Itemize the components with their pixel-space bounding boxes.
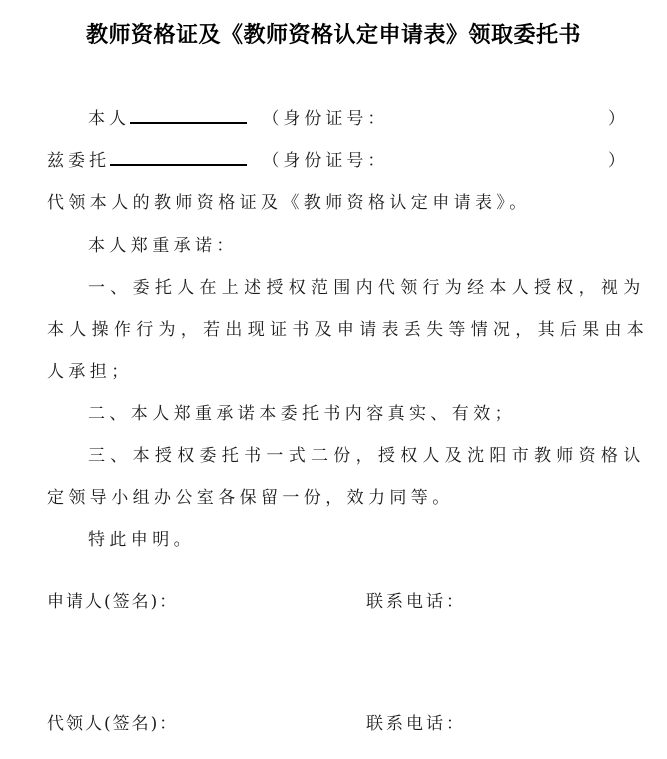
pledge-2-line-1: 二、本人郑重承诺本委托书内容真实、有效； — [88, 404, 516, 424]
pledge-3-line-2: 定领导小组办公室各保留一份，效力同等。 — [47, 488, 454, 508]
pledge-heading: 本人郑重承诺： — [88, 236, 238, 256]
agent-phone-field[interactable] — [462, 709, 632, 731]
principal-id-label: （身份证号： — [262, 109, 389, 129]
applicant-phone-label: 联系电话： — [366, 592, 466, 612]
agent-id-label: （身份证号： — [262, 151, 389, 171]
pledge-1-line-3: 人承担； — [47, 362, 133, 382]
agent-signature-field[interactable] — [185, 709, 345, 731]
principal-name-field[interactable] — [130, 106, 247, 124]
agent-signature-label: 代领人(签名)： — [47, 714, 179, 734]
closing-statement: 特此申明。 — [88, 530, 195, 550]
agent-phone-label: 联系电话： — [366, 714, 466, 734]
pledge-1-line-1: 一、委托人在上述授权范围内代领行为经本人授权，视为 — [88, 278, 646, 298]
principal-line — [88, 104, 388, 129]
principal-id-close: ） — [608, 109, 625, 129]
pledge-1-line-2: 本人操作行为，若出现证书及申请表丢失等情况，其后果由本 — [47, 320, 650, 340]
pledge-3-line-1: 三、本授权委托书一式二份，授权人及沈阳市教师资格认 — [88, 446, 646, 466]
applicant-phone-field[interactable] — [462, 587, 632, 609]
agent-name-field[interactable] — [110, 148, 247, 166]
document-title: 教师资格证及《教师资格认定申请表》领取委托书 — [85, 23, 581, 48]
applicant-signature-label: 申请人(签名)： — [47, 592, 179, 612]
agent-line — [47, 146, 388, 171]
purpose-text: 代领本人的教师资格证及《教师资格认定申请表》。 — [47, 193, 531, 213]
applicant-signature-field[interactable] — [185, 587, 345, 609]
agent-id-field[interactable] — [370, 146, 600, 168]
principal-label: 本人 — [88, 109, 130, 129]
principal-id-field[interactable] — [370, 104, 600, 126]
agent-id-close: ） — [608, 151, 625, 171]
agent-label: 兹委托 — [47, 151, 110, 171]
